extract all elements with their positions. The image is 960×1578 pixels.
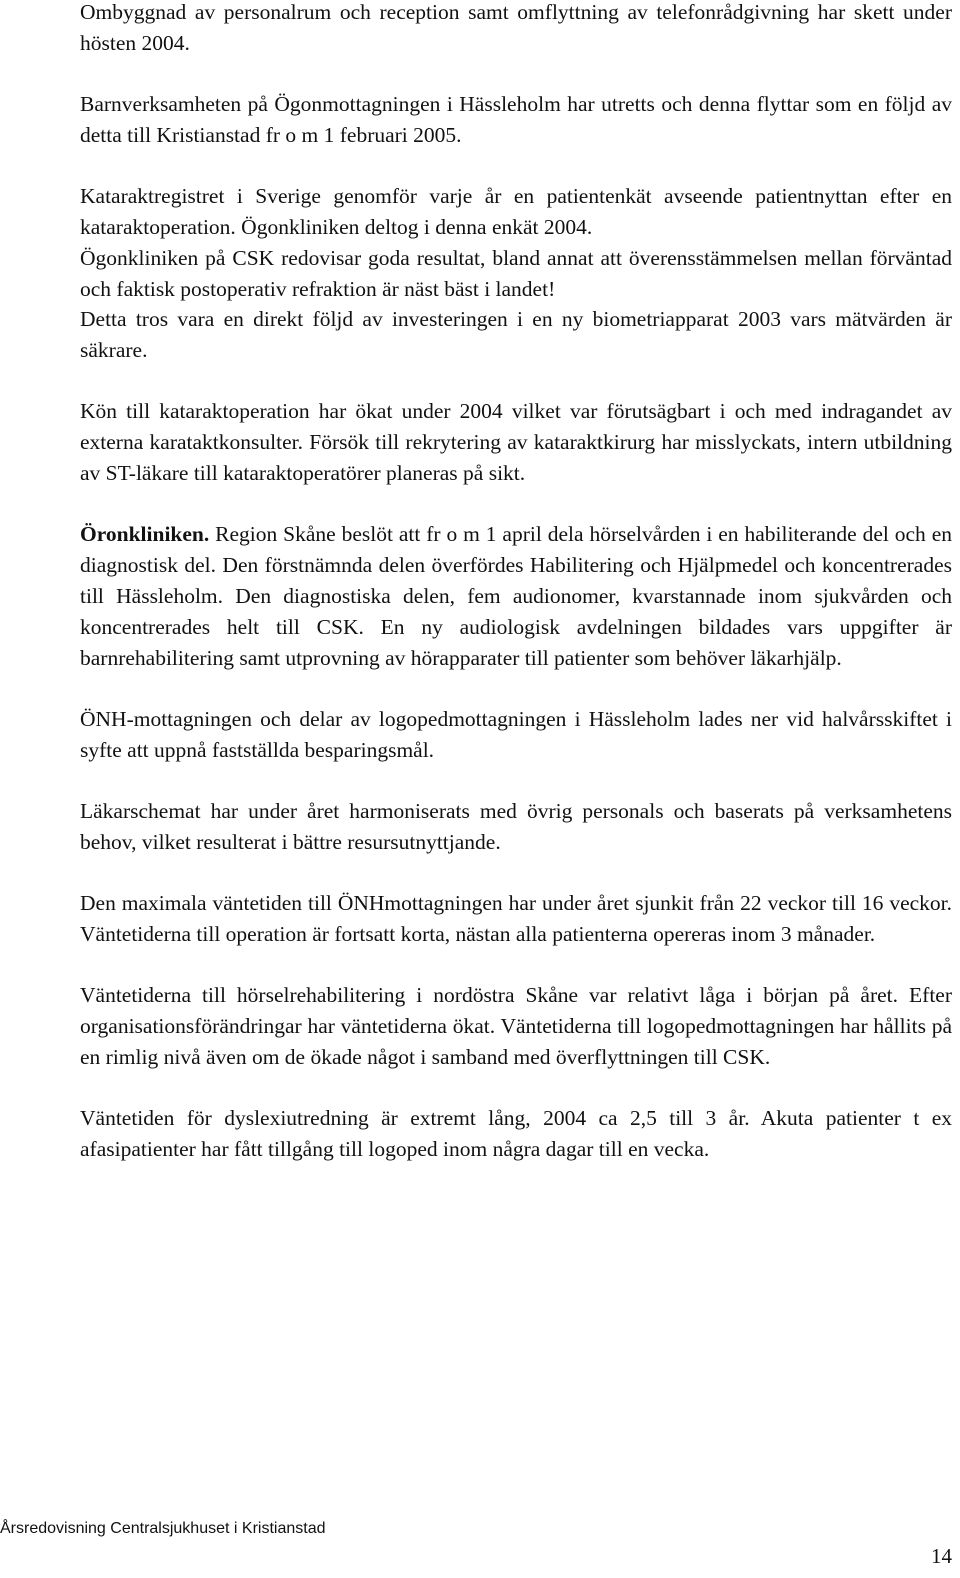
page-footer: Årsredovisning Centralsjukhuset i Kristianstad: [0, 1520, 326, 1537]
paragraph-doctor-schedule: Läkarschemat har under året harmoniserats med övrig personals och baserats på verksamhetens behov, vilket resulterat i bättre resursutnyttjande.: [80, 798, 952, 854]
paragraph-childrens-eye-care-move: Barnverksamheten på Ögonmottagningen i Hässleholm har utretts och denna flyttar som en följd av detta till Kristianstad fr o m 1 februari 2005.: [80, 92, 952, 147]
paragraph-eye-clinic-results: Ögonkliniken på CSK redovisar goda resultat, bland annat att överensstämmelsen mellan förväntad och faktisk postoperativ refraktion är näst bäst i landet!: [80, 245, 952, 301]
paragraph-cataract-queue: Kön till kataraktoperation har ökat under 2004 vilket var förutsägbart i och med indragandet av externa karataktkonsulter. Försök till rekrytering av kataraktkirurg har misslyckats, intern utbildning av ST-läkare till kataraktoperatörer planeras på sikt.: [80, 399, 952, 486]
paragraph-ent-waiting-times: Den maximala väntetiden till ÖNHmottagningen har under året sjunkit från 22 veckor till 16 veckor. Väntetiderna till operation är fortsatt korta, nästan alla patienterna opereras inom 3 månader.: [80, 891, 952, 946]
paragraph-ear-clinic: [80, 519, 952, 673]
paragraph-hearing-rehab-waiting: Väntetiderna till hörselrehabilitering i nordöstra Skåne var relativt låga i början på året. Efter organisationsförändringar har väntetiderna ökat. Väntetiderna till logopedmottagningen har hållits på en rimlig nivå även om de ökade något i samband med överflyttningen till CSK.: [80, 983, 952, 1069]
document-body: [80, 0, 952, 1195]
ear-clinic-body: Region Skåne beslöt att fr o m 1 april dela hörselvården i en habiliterande del och en diagnostisk del. Den förstnämnda delen överfördes Habilitering och Hjälpmedel och koncentrerades till Hässleholm. Den diagnostiska delen, fem audionomer, kvarstannade inom sjukvården och koncentrerades helt till CSK. En ny audiologisk avdelningen bildades vars uppgifter är barnrehabilitering samt utprovning av hörapparater till patienter som behöver läkarhjälp.: [80, 522, 952, 670]
paragraph-staff-room-renovation: Ombyggnad av personalrum och reception samt omflyttning av telefonrådgivning har skett under hösten 2004.: [80, 0, 952, 55]
paragraph-biometry-investment: Detta tros vara en direkt följd av investeringen i en ny biometriapparat 2003 vars mätvärden är säkrare.: [80, 307, 952, 363]
paragraph-cataract-registry: Kataraktregistret i Sverige genomför varje år en patientenkät avseende patientnyttan efter en kataraktoperation. Ögonkliniken deltog i denna enkät 2004.: [80, 184, 952, 239]
page-number: 14: [931, 1544, 952, 1568]
ear-clinic-heading: Öronkliniken.: [80, 522, 210, 547]
paragraph-ent-closure: ÖNH-mottagningen och delar av logopedmottagningen i Hässleholm lades ner vid halvårsskiftet i syfte att uppnå fastställda besparingsmål.: [80, 706, 952, 762]
paragraph-dyslexia-waiting: Väntetiden för dyslexiutredning är extremt lång, 2004 ca 2,5 till 3 år. Akuta patienter t ex afasipatienter har fått tillgång till logoped inom några dagar till en vecka.: [80, 1106, 952, 1161]
